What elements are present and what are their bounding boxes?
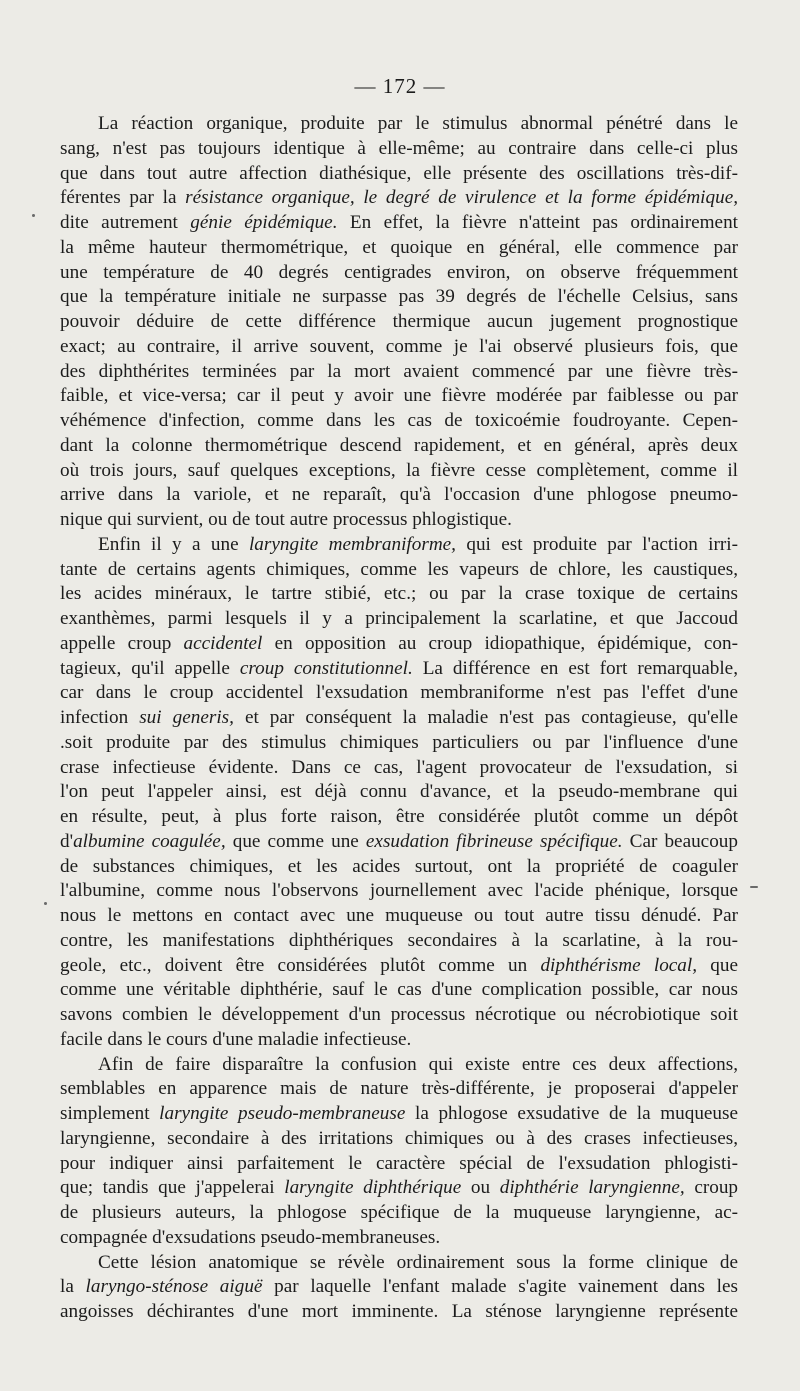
text-run: Enfin il y a une — [98, 533, 249, 555]
text-run: .soit produite par des stimulus chimiques particuliers ou par l'influence d'une — [60, 731, 738, 753]
text-line — [60, 830, 738, 855]
text-run: et par conséquent la maladie n'est pas contagieuse, qu'elle — [233, 707, 738, 728]
text-line — [60, 879, 738, 904]
text-line — [60, 1275, 738, 1300]
text-run: la même hauteur thermométrique, et quoique en général, elle commence par — [60, 236, 738, 258]
text-line — [60, 929, 738, 954]
text-run: la phlogose exsudative de la muqueuse — [405, 1103, 739, 1124]
text-line — [60, 756, 738, 781]
italic-term: accidentel — [183, 632, 263, 654]
text-line — [60, 1053, 738, 1078]
text-line — [60, 780, 738, 805]
text-line — [60, 310, 738, 335]
text-run: angoisses déchirantes d'une mort imminente. La sténose laryngienne représente — [60, 1301, 738, 1322]
text-line — [60, 1003, 738, 1028]
text-run: La différence en est fort remarquable, — [412, 657, 738, 679]
italic-term: laryngite diphthérique — [284, 1177, 462, 1199]
text-line — [60, 706, 738, 731]
text-run: les acides minéraux, le tartre stibié, etc.; ou par la crase toxique de certains — [60, 583, 738, 605]
text-line — [60, 335, 738, 360]
text-run: que — [697, 954, 738, 976]
body-text — [60, 112, 738, 1325]
text-run: semblables en apparence mais de nature très-différente, je proposerai d'appeler — [60, 1078, 738, 1100]
text-line — [60, 459, 738, 484]
text-line — [60, 681, 738, 706]
text-run: appelle croup — [60, 632, 184, 654]
text-run: des diphthérites terminées par la mort avaient commencé par une fièvre très- — [60, 360, 738, 382]
text-line — [60, 162, 738, 187]
text-run: Cette lésion anatomique se révèle ordinairement sous la forme clinique de — [98, 1251, 738, 1273]
text-run: pouvoir déduire de cette différence thermique aucun jugement prognostique — [60, 311, 738, 332]
text-run: que la température initiale ne surpasse pas 39 degrés de l'échelle Celsius, sans — [60, 286, 738, 308]
text-run: nique qui survient, ou de tout autre processus phlogistique. — [60, 509, 512, 530]
text-run: geole, etc., doivent être considérées plutôt comme un — [60, 954, 541, 976]
text-run: La réaction organique, produite par le stimulus abnormal pénétré dans le — [98, 113, 738, 134]
text-run: ou — [461, 1177, 500, 1199]
text-run: crase infectieuse évidente. Dans ce cas, l'agent provocateur de l'exsudation, si — [60, 756, 738, 778]
text-run: de substances chimiques, et les acides surtout, ont la propriété de coaguler — [60, 855, 738, 877]
text-run: Afin de faire disparaître la confusion qui existe entre ces deux affections, — [98, 1053, 738, 1075]
text-run: par laquelle l'enfant malade s'agite vainement dans les — [262, 1276, 738, 1298]
italic-term: génie épidémique. — [190, 212, 338, 233]
text-line — [60, 1201, 738, 1226]
text-line — [60, 1226, 738, 1251]
text-run: pour indiquer ainsi parfaitement le caractère spécial de l'exsudation phlogisti- — [60, 1152, 738, 1174]
text-line — [60, 1028, 738, 1053]
text-run: arrive dans la variole, et ne reparaît, qu'à l'occasion d'une phlogose pneumo- — [60, 484, 738, 506]
text-line — [60, 954, 738, 979]
text-run: En effet, la fièvre n'atteint pas ordinairement — [337, 212, 738, 233]
text-line — [60, 1176, 738, 1201]
text-line — [60, 805, 738, 830]
text-run: de plusieurs auteurs, la phlogose spécifique de la muqueuse laryngienne, ac- — [60, 1202, 738, 1223]
text-run: férentes par la — [60, 187, 186, 209]
text-run: qui est produite par l'action irri- — [455, 533, 738, 555]
italic-term: sui generis, — [139, 707, 234, 728]
text-line — [60, 607, 738, 632]
text-run: car dans le croup accidentel l'exsudation membraniforme n'est pas l'effet d'une — [60, 682, 738, 704]
text-line — [60, 236, 738, 261]
text-run: nous le mettons en contact avec une muqueuse ou tout autre tissu dénudé. Par — [60, 905, 738, 926]
text-run: exanthèmes, parmi lesquels il y a principalement la scarlatine, et que Jaccoud — [60, 608, 738, 629]
text-run: tagieux, qu'il appelle — [60, 657, 240, 679]
text-run: simplement — [60, 1103, 160, 1124]
text-line — [60, 434, 738, 459]
paper-speck — [32, 214, 35, 217]
text-run: croup — [684, 1177, 739, 1199]
text-run: tante de certains agents chimiques, comme les vapeurs de chlore, les caustiques, — [60, 558, 738, 580]
italic-term: exsudation fibrineuse spécifique. — [365, 830, 623, 852]
text-run: sang, n'est pas toujours identique à elle-même; au contraire dans celle-ci plus — [60, 137, 738, 159]
text-line — [60, 978, 738, 1003]
text-line — [60, 1102, 738, 1127]
text-line — [60, 582, 738, 607]
text-line — [60, 904, 738, 929]
text-run: que comme une — [225, 830, 366, 852]
text-run: faible, et vice-versa; car il peut y avoir une fièvre modérée par faiblesse ou par — [60, 385, 738, 407]
italic-term: diphthérie laryngienne, — [499, 1177, 685, 1199]
text-run: contre, les manifestations diphthériques secondaires à la scarlatine, à la rou- — [60, 929, 738, 951]
text-line — [60, 137, 738, 162]
text-line — [60, 360, 738, 385]
text-run: facile dans le cours d'une maladie infectieuse. — [60, 1028, 412, 1050]
text-run: l'albumine, comme nous l'observons journellement avec l'acide phénique, lorsque — [60, 880, 738, 902]
text-run: l'on peut l'appeler ainsi, est déjà connu d'avance, et la pseudo-membrane qui — [60, 781, 738, 803]
text-line — [60, 533, 738, 558]
text-run: exact; au contraire, il arrive souvent, comme je l'ai observé plusieurs fois, que — [60, 335, 738, 357]
text-line — [60, 211, 738, 236]
text-line — [60, 1127, 738, 1152]
page-number: — 172 — — [354, 74, 446, 98]
paper-speck — [750, 886, 758, 888]
text-line — [60, 384, 738, 409]
text-run: en résulte, peut, à plus forte raison, être considérée plutôt comme un dépôt — [60, 806, 738, 827]
text-run: comme une véritable diphthérie, sauf le cas d'une complication possible, car nous — [60, 979, 738, 1001]
text-line — [60, 1300, 738, 1325]
text-run: savons combien le développement d'un processus nécrotique ou nécrobiotique soit — [60, 1004, 738, 1025]
text-line — [60, 855, 738, 880]
italic-term: laryngite membraniforme, — [248, 533, 456, 555]
text-run: compagnée d'exsudations pseudo-membraneuses. — [60, 1226, 441, 1248]
italic-term: résistance organique, le degré de virulence et la forme épidémique, — [185, 187, 739, 209]
text-line — [60, 508, 738, 533]
text-run: en opposition au croup idiopathique, épidémique, con- — [262, 632, 739, 654]
text-line — [60, 1251, 738, 1276]
text-run: dant la colonne thermométrique descend rapidement, et en général, après deux — [60, 434, 738, 456]
italic-term: laryngo-sténose aiguë — [85, 1276, 263, 1298]
text-line — [60, 632, 738, 657]
text-line — [60, 186, 738, 211]
italic-term: croup constitutionnel. — [239, 657, 413, 679]
text-run: laryngienne, secondaire à des irritations chimiques ou à des crases infectieuses, — [60, 1127, 738, 1149]
text-line — [60, 483, 738, 508]
paper-speck — [44, 902, 47, 905]
text-line — [60, 657, 738, 682]
text-line — [60, 558, 738, 583]
text-run: la — [60, 1276, 86, 1298]
italic-term: diphthérisme local, — [540, 954, 698, 976]
text-run: infection — [60, 707, 140, 728]
text-run: que; tandis que j'appelerai — [60, 1177, 285, 1199]
text-line — [60, 1152, 738, 1177]
text-line — [60, 731, 738, 756]
text-run: Car beaucoup — [622, 830, 738, 852]
text-run: dite autrement — [60, 212, 191, 233]
text-run: d' — [60, 830, 74, 852]
text-line — [60, 261, 738, 286]
text-run: une température de 40 degrés centigrades environ, on observe fréquemment — [60, 261, 738, 283]
text-run: véhémence d'infection, comme dans les cas de toxicoémie foudroyante. Cepen- — [60, 410, 738, 431]
text-line — [60, 409, 738, 434]
text-line — [60, 112, 738, 137]
text-run: où trois jours, sauf quelques exceptions, la fièvre cesse complètement, comme il — [60, 459, 738, 481]
text-line — [60, 285, 738, 310]
text-line — [60, 1077, 738, 1102]
text-run: que dans tout autre affection diathésique, elle présente des oscillations très-dif- — [60, 162, 738, 184]
italic-term: laryngite pseudo-membraneuse — [159, 1103, 406, 1124]
italic-term: albumine coagulée, — [73, 830, 226, 852]
